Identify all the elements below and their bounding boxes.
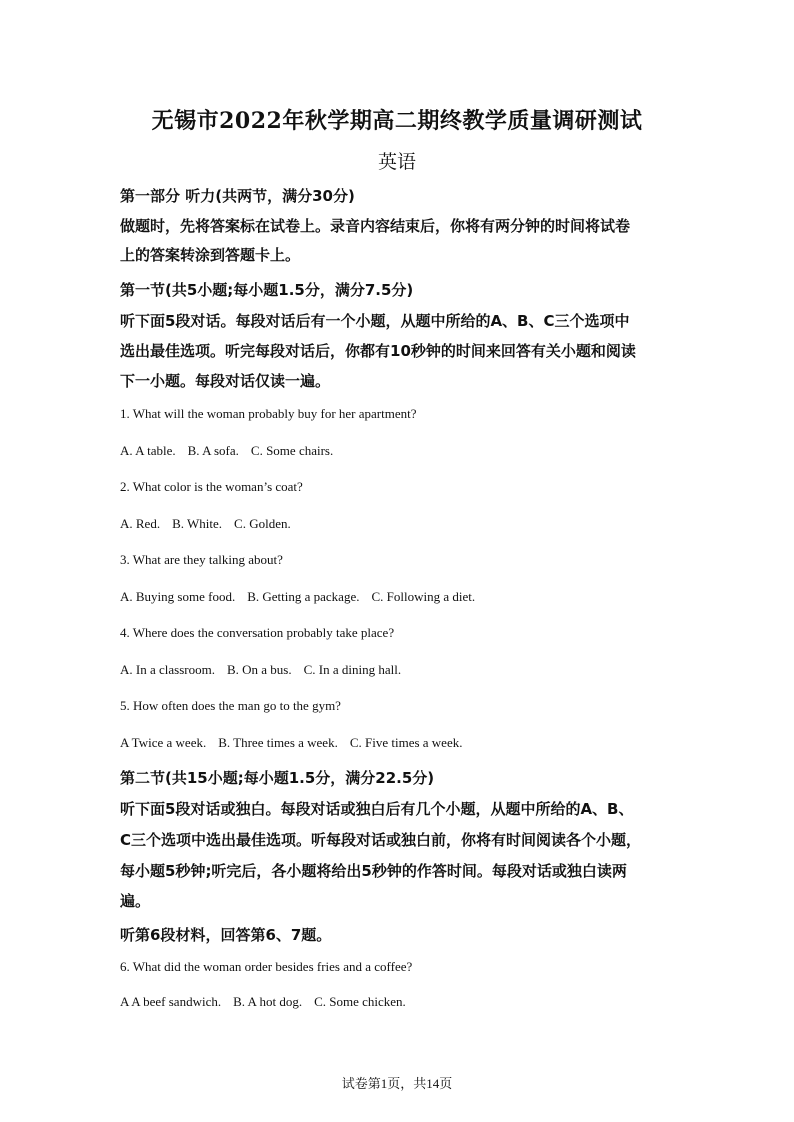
subject-title: 英语: [377, 151, 416, 173]
option: A. Buying some food.: [120, 589, 236, 604]
option: B. Three times a week.: [218, 735, 338, 750]
option: B. Getting a package.: [247, 589, 360, 604]
section2-heading: 第二节(共15小题;每小题1.5分，满分22.5分): [120, 769, 435, 787]
section1-instruction-line: 下一小题。每段对话仅读一遍。: [120, 372, 331, 390]
option: B. White.: [172, 516, 223, 531]
option: C. Five times a week.: [349, 735, 463, 750]
option: A. Red.: [120, 516, 161, 531]
option: A A beef sandwich.: [120, 994, 222, 1009]
part1-heading: 第一部分 听力(共两节，满分30分): [120, 187, 355, 205]
question-options: [120, 734, 474, 752]
part1-instruction-line: 做题时，先将答案标在试卷上。录音内容结束后，你将有两分钟的时间将试卷: [120, 217, 631, 235]
option: A Twice a week.: [120, 735, 207, 750]
option: A. A table.: [120, 443, 176, 458]
option: C. Golden.: [234, 516, 291, 531]
question-options: [120, 993, 418, 1011]
option: C. In a dining hall.: [303, 662, 402, 677]
question-options: [120, 515, 303, 533]
question-options: [120, 442, 345, 460]
option: B. On a bus.: [226, 662, 292, 677]
question-stem: 5. How often does the man go to the gym?: [120, 698, 341, 713]
section2-instruction-line: 每小题5秒钟;听完后，各小题将给出5秒钟的作答时间。每段对话或独白读两: [120, 862, 627, 880]
question-stem: 6. What did the woman order besides fries and a coffee?: [120, 959, 413, 974]
option: B. A hot dog.: [233, 994, 303, 1009]
section1-heading: 第一节(共5小题;每小题1.5分，满分7.5分): [120, 281, 414, 299]
exam-title: 无锡市2022年秋学期高二期终教学质量调研测试: [151, 108, 643, 134]
question-stem: 4. Where does the conversation probably take place?: [120, 625, 395, 640]
section1-instruction-line: 选出最佳选项。听完每段对话后，你都有10秒钟的时间来回答有关小题和阅读: [120, 342, 636, 360]
question-stem: 3. What are they talking about?: [120, 552, 283, 567]
question-stem: 2. What color is the woman’s coat?: [120, 479, 303, 494]
option: B. A sofa.: [187, 443, 239, 458]
part1-instruction-line: 上的答案转涂到答题卡上。: [120, 246, 301, 264]
page-footer: 试卷第1页，共14页: [341, 1076, 453, 1091]
option: C. Some chairs.: [250, 443, 334, 458]
material-note: 听第6段材料，回答第6、7题。: [120, 926, 332, 944]
question-options: [120, 661, 413, 679]
question-options: [120, 588, 487, 606]
option: A. In a classroom.: [120, 662, 215, 677]
option: C. Following a diet.: [371, 589, 476, 604]
question-stem: 1. What will the woman probably buy for her apartment?: [120, 406, 417, 421]
section1-instruction-line: 听下面5段对话。每段对话后有一个小题，从题中所给的A、B、C三个选项中: [120, 312, 630, 330]
section2-instruction-line: C三个选项中选出最佳选项。听每段对话或独白前，你将有时间阅读各个小题，: [120, 831, 642, 849]
section2-instruction-line: 遍。: [120, 892, 151, 910]
section2-instruction-line: 听下面5段对话或独白。每段对话或独白后有几个小题，从题中所给的A、B、: [120, 800, 634, 818]
option: C. Some chicken.: [314, 994, 406, 1009]
